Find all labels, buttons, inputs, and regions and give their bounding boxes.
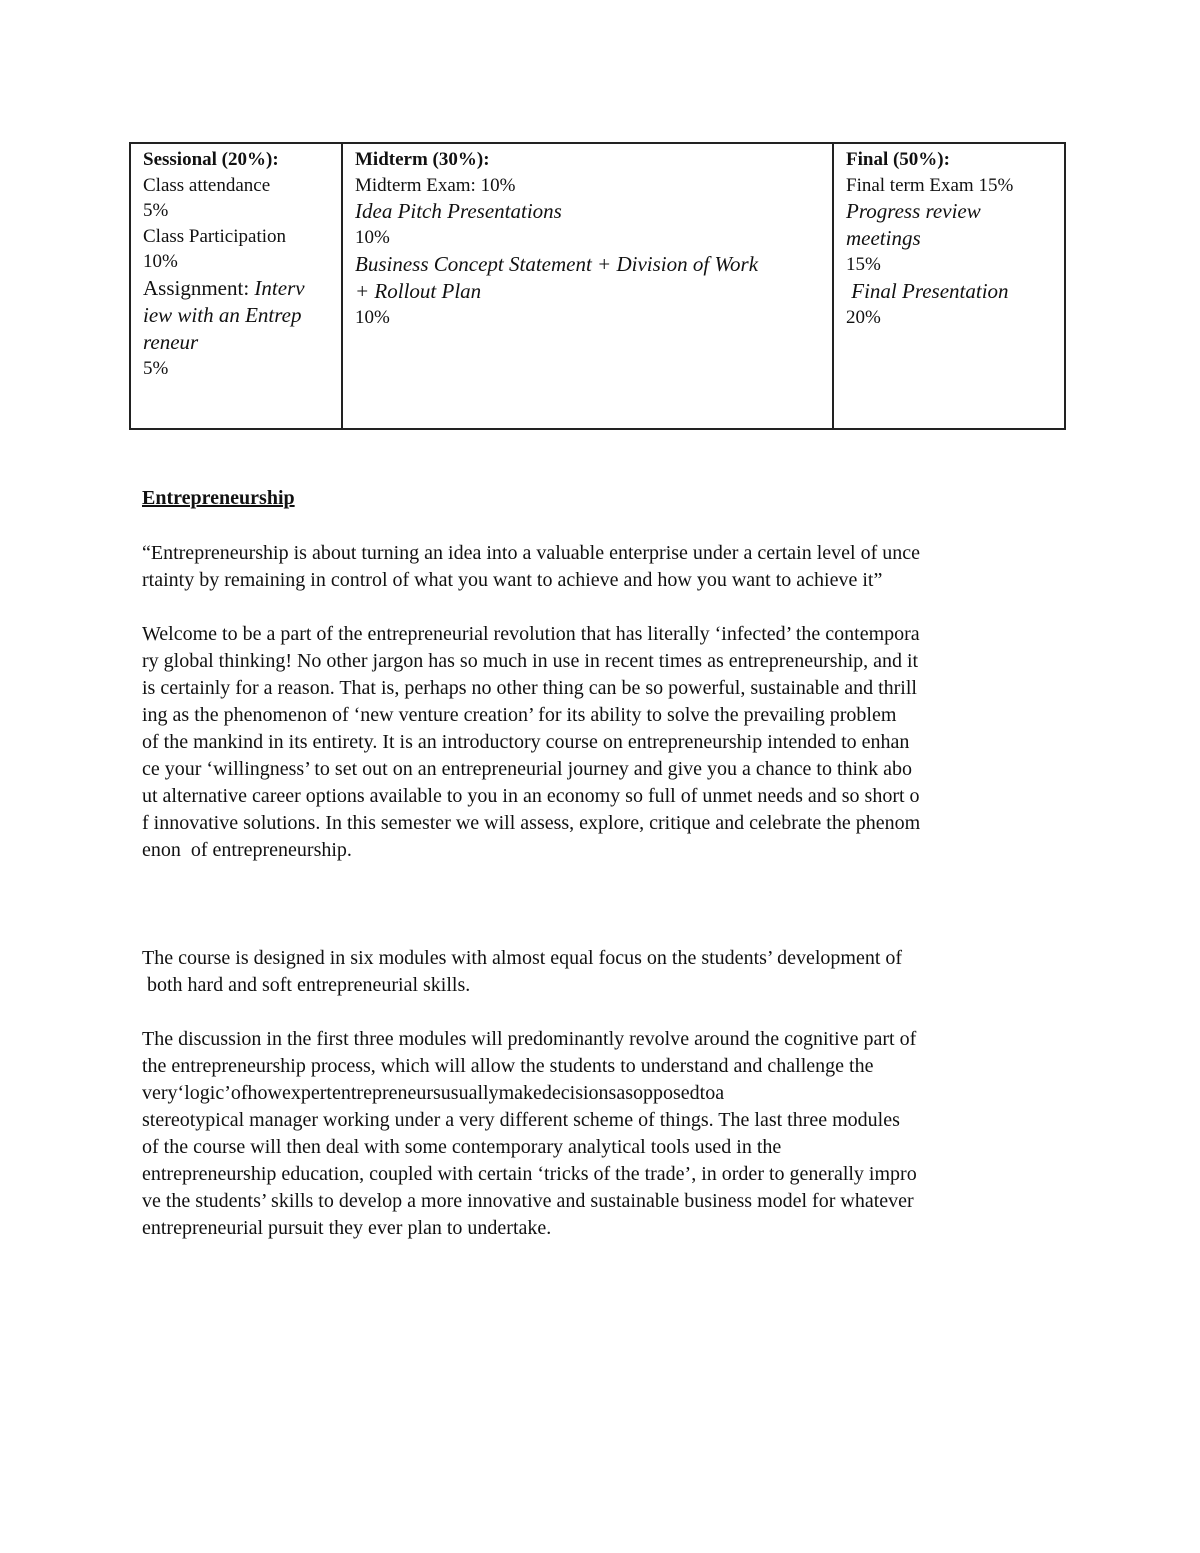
text-line: enon of entrepreneurship.: [142, 839, 352, 861]
word: decisions: [541, 1082, 617, 1104]
cell-line: 5%: [143, 200, 169, 221]
word: expert: [281, 1082, 332, 1104]
word: make: [498, 1082, 542, 1104]
grading-row: [130, 143, 1065, 429]
intro-paragraph: [142, 621, 1062, 864]
cell-line: Final Presentation: [846, 278, 1009, 303]
midterm-cell: [342, 143, 833, 429]
cell-line: Class Participation: [143, 225, 287, 247]
text-line: ce your ‘willingness’ to set out on an entrepreneurial journey and give you a chance to think abo: [142, 758, 912, 780]
section-title: Entrepreneurship: [142, 487, 295, 509]
cell-title: Midterm (30%):: [355, 149, 490, 170]
text-line: ing as the phenomenon of ‘new venture creation’ for its ability to solve the prevailing problem: [142, 704, 897, 726]
quote-paragraph: [142, 540, 1062, 594]
cell-line: Progress review: [846, 199, 981, 223]
word: opposed: [633, 1082, 700, 1104]
cell-line: 5%: [143, 357, 169, 379]
final-cell: [833, 143, 1065, 429]
text-line: is certainly for a reason. That is, perhaps no other thing can be so powerful, sustainable and thrill: [142, 677, 917, 699]
assignment-text: Interv: [254, 275, 305, 300]
text-line: of the mankind in its entirety. It is an introductory course on entrepreneurship intended to enhan: [142, 731, 910, 753]
text-line: rtainty by remaining in control of what you want to achieve and how you want to achieve it”: [142, 569, 883, 591]
cell-line: 15%: [846, 254, 881, 275]
cell-line: reneur: [143, 329, 199, 354]
cell-title: Sessional (20%):: [143, 149, 279, 170]
text-line: both hard and soft entrepreneurial skills.: [142, 974, 471, 996]
word: a: [715, 1082, 725, 1104]
cell-line: 10%: [355, 227, 390, 248]
grading-table: [129, 142, 1066, 430]
text-line: f innovative solutions. In this semester we will assess, explore, critique and celebrate the phenom: [142, 812, 921, 834]
text-line: entrepreneurship education, coupled with certain ‘tricks of the trade’, in order to generally impro: [142, 1163, 917, 1185]
discussion-paragraph: [142, 1026, 1062, 1242]
word: to: [699, 1082, 716, 1104]
text-line: ve the students’ skills to develop a more innovative and sustainable business model for whatever: [142, 1190, 914, 1212]
text-line: ut alternative career options available to you in an economy so full of unmet needs and so short o: [142, 785, 920, 807]
cell-line: Business Concept Statement + Division of Work: [355, 251, 759, 276]
cell-line: meetings: [846, 226, 921, 250]
sessional-cell: [130, 143, 342, 429]
cell-line: [143, 275, 329, 302]
text-line: Welcome to be a part of the entrepreneurial revolution that has literally ‘infected’ the contempora: [142, 623, 920, 645]
text-line: “Entrepreneurship is about turning an idea into a valuable enterprise under a certain level of unce: [142, 542, 921, 564]
text-line: of the course will then deal with some contemporary analytical tools used in the: [142, 1136, 782, 1158]
cell-line: 20%: [846, 306, 881, 328]
cell-line: iew with an Entrep: [143, 302, 302, 327]
cell-title: Final (50%):: [846, 149, 950, 170]
word: ‘logic’: [177, 1082, 231, 1104]
text-line-justified: [142, 1080, 1054, 1107]
cell-line: Idea Pitch Presentations: [355, 199, 562, 223]
cell-line: Midterm Exam: 10%: [355, 174, 516, 196]
cell-line: Final term Exam 15%: [846, 174, 1014, 196]
text-line: the entrepreneurship process, which will allow the students to understand and challenge the: [142, 1055, 874, 1077]
word: very: [142, 1082, 178, 1104]
word: entrepreneurs: [331, 1082, 441, 1104]
word: how: [247, 1082, 282, 1104]
word: of: [230, 1082, 248, 1104]
text-line: entrepreneurial pursuit they ever plan to undertake.: [142, 1217, 552, 1239]
modules-paragraph: [142, 945, 1062, 999]
text-line: stereotypical manager working under a very different scheme of things. The last three modules: [142, 1109, 900, 1131]
text-line: ry global thinking! No other jargon has so much in use in recent times as entrepreneurship, and it: [142, 650, 919, 672]
cell-line: Class attendance: [143, 174, 271, 196]
word: as: [616, 1082, 633, 1104]
word: usually: [440, 1082, 499, 1104]
cell-line: 10%: [355, 306, 390, 328]
assignment-label: Assignment:: [143, 275, 255, 300]
text-line: The course is designed in six modules with almost equal focus on the students’ development of: [142, 947, 903, 969]
text-line: The discussion in the first three modules will predominantly revolve around the cognitive part of: [142, 1028, 917, 1050]
cell-line: + Rollout Plan: [355, 278, 482, 303]
cell-line: 10%: [143, 251, 178, 272]
